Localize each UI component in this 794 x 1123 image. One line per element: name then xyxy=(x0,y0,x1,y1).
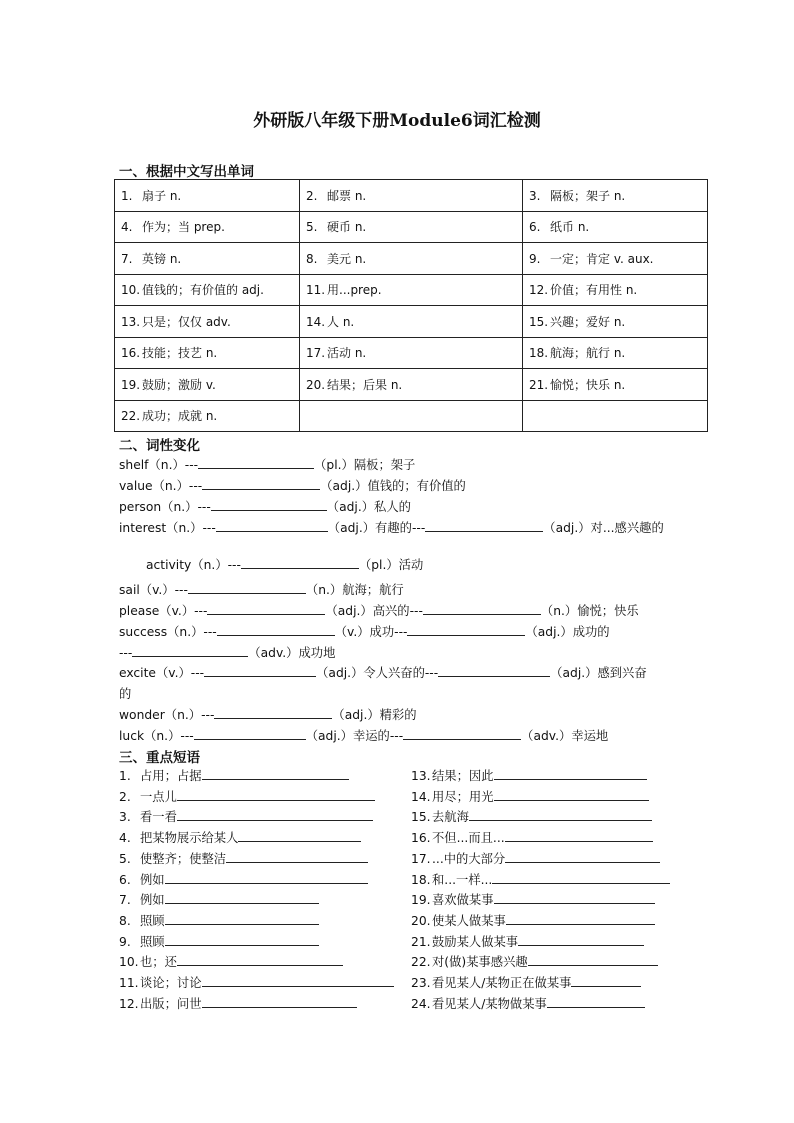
item-number: 12. xyxy=(529,283,549,298)
wordform-line-shelf: shelf（n.）--- （pl.）隔板；架子 xyxy=(119,458,416,472)
answer-blank[interactable] xyxy=(165,891,319,904)
vocab-cell xyxy=(115,180,300,212)
item-number: 4. xyxy=(121,220,133,235)
phrase-prompt: 把某物展示给某人 xyxy=(140,831,239,846)
vocab-prompt: 英镑 n. xyxy=(142,251,182,266)
phrase-item xyxy=(411,911,655,929)
answer-blank[interactable] xyxy=(198,456,314,469)
item-number: 8. xyxy=(306,251,318,266)
phrase-prompt: 看一看 xyxy=(140,810,177,825)
item-number: 13. xyxy=(411,769,431,783)
answer-blank[interactable] xyxy=(492,871,670,884)
phrase-prompt: 和...一样... xyxy=(432,872,493,887)
vocab-prompt: 用...prep. xyxy=(327,283,382,298)
wordform-line-success-adv: --- （adv.）成功地 xyxy=(119,646,336,660)
answer-blank[interactable] xyxy=(494,891,655,904)
answer-blank[interactable] xyxy=(165,933,319,946)
item-number: 16. xyxy=(411,831,431,846)
phrase-item xyxy=(411,932,644,950)
item-number: 3. xyxy=(529,188,541,203)
answer-blank[interactable] xyxy=(494,767,647,780)
vocab-cell xyxy=(523,400,708,432)
phrase-prompt: 照顾 xyxy=(140,934,165,949)
wordform-line-sail: sail（v.）--- （n.）航海；航行 xyxy=(119,583,404,597)
section3-heading: 三、重点短语 xyxy=(119,750,200,766)
item-number: 1. xyxy=(119,769,131,783)
phrase-prompt: 谈论；讨论 xyxy=(140,976,202,990)
answer-blank[interactable] xyxy=(211,498,327,511)
item-number: 21. xyxy=(529,377,549,392)
item-number: 19. xyxy=(121,377,141,392)
answer-blank[interactable] xyxy=(194,727,306,740)
phrase-item xyxy=(411,807,652,825)
phrase-item xyxy=(119,932,319,950)
vocab-prompt: 值钱的；有价值的 adj. xyxy=(142,283,264,298)
item-number: 6. xyxy=(529,220,541,235)
answer-blank[interactable] xyxy=(571,974,641,987)
phrase-item xyxy=(119,952,343,970)
vocab-prompt: 人 n. xyxy=(327,314,355,329)
answer-blank[interactable] xyxy=(547,995,645,1008)
vocab-cell xyxy=(523,243,708,275)
wordform-line-interest: interest（n.）--- （adj.）有趣的--- （adj.）对...感兴趣的 xyxy=(119,521,664,535)
vocab-row xyxy=(115,180,708,212)
vocab-cell xyxy=(115,400,300,432)
phrase-item xyxy=(411,766,647,784)
wordform-line-success: success（n.）--- （v.）成功--- （adj.）成功的 xyxy=(119,625,610,639)
vocab-cell xyxy=(300,400,523,432)
vocab-cell xyxy=(115,337,300,369)
item-number: 6. xyxy=(119,872,131,887)
vocab-prompt: 技能；技艺 n. xyxy=(142,346,218,361)
phrase-prompt: 出版；问世 xyxy=(140,996,202,1011)
answer-blank[interactable] xyxy=(518,933,644,946)
vocab-cell xyxy=(300,243,523,275)
answer-blank[interactable] xyxy=(505,850,660,863)
vocab-prompt: 结果；后果 n. xyxy=(327,377,403,392)
phrase-item xyxy=(119,849,368,867)
item-number: 14. xyxy=(306,314,326,329)
answer-blank[interactable] xyxy=(204,664,316,677)
vocab-cell xyxy=(523,337,708,369)
vocab-prompt: 航海；航行 n. xyxy=(550,346,626,361)
phrase-prompt: 不但...而且... xyxy=(432,831,505,846)
vocab-prompt: 活动 n. xyxy=(327,346,367,361)
wordform-line-excite-cont: 的 xyxy=(119,687,132,701)
answer-blank[interactable] xyxy=(177,788,375,801)
answer-blank[interactable] xyxy=(438,664,550,677)
vocab-cell xyxy=(300,274,523,306)
item-number: 10. xyxy=(119,955,139,970)
phrase-item xyxy=(411,849,660,867)
phrase-item xyxy=(119,870,368,888)
wordform-line-person: person（n.）--- （adj.）私人的 xyxy=(119,500,411,514)
phrase-item xyxy=(411,828,653,846)
item-number: 11. xyxy=(119,976,139,990)
vocab-row xyxy=(115,243,708,275)
answer-blank[interactable] xyxy=(403,727,521,740)
item-number: 7. xyxy=(121,251,133,266)
phrase-prompt: 使某人做某事 xyxy=(432,913,506,928)
vocab-row xyxy=(115,274,708,306)
vocab-cell xyxy=(523,306,708,338)
vocab-cell xyxy=(523,211,708,243)
vocab-prompt: 鼓励；激励 v. xyxy=(142,377,216,392)
vocab-cell xyxy=(523,274,708,306)
answer-blank[interactable] xyxy=(207,602,325,615)
wordform-line-value: value（n.）--- （adj.）值钱的；有价值的 xyxy=(119,479,466,493)
answer-blank[interactable] xyxy=(494,788,649,801)
item-number: 21. xyxy=(411,934,431,949)
vocab-cell xyxy=(115,211,300,243)
answer-blank[interactable] xyxy=(165,912,319,925)
vocab-cell xyxy=(300,337,523,369)
item-number: 3. xyxy=(119,810,131,825)
item-number: 12. xyxy=(119,996,139,1011)
answer-blank[interactable] xyxy=(188,581,306,594)
item-number: 22. xyxy=(411,955,431,970)
item-number: 22. xyxy=(121,409,141,424)
phrase-item xyxy=(411,890,655,908)
section2-heading: 二、词性变化 xyxy=(119,438,200,454)
answer-blank[interactable] xyxy=(165,871,368,884)
vocab-prompt: 作为；当 prep. xyxy=(142,220,225,235)
item-number: 14. xyxy=(411,789,431,804)
vocab-row xyxy=(115,211,708,243)
phrase-item xyxy=(119,994,357,1012)
phrase-item xyxy=(119,828,361,846)
item-number: 4. xyxy=(119,831,131,846)
vocab-cell xyxy=(523,369,708,401)
vocab-prompt: 纸币 n. xyxy=(550,220,590,235)
vocab-prompt: 一定；肯定 v. aux. xyxy=(550,251,654,266)
phrase-item xyxy=(119,807,373,825)
vocab-cell xyxy=(115,274,300,306)
phrase-item xyxy=(411,952,658,970)
phrase-item xyxy=(119,973,394,991)
item-number: 17. xyxy=(306,346,326,361)
phrase-item xyxy=(119,890,319,908)
vocab-prompt: 邮票 n. xyxy=(327,188,367,203)
phrase-item xyxy=(411,973,641,991)
item-number: 15. xyxy=(529,314,549,329)
section1-heading: 一、根据中文写出单词 xyxy=(119,164,254,180)
item-number: 20. xyxy=(306,377,326,392)
phrase-prompt: 使整齐；使整洁 xyxy=(140,851,227,866)
vocab-prompt: 兴趣；爱好 n. xyxy=(550,314,626,329)
item-number: 19. xyxy=(411,893,431,908)
wordform-line-luck: luck（n.）--- （adj.）幸运的--- （adv.）幸运地 xyxy=(119,729,609,743)
phrase-prompt: 喜欢做某事 xyxy=(432,893,494,908)
vocab-prompt: 价值；有用性 n. xyxy=(550,283,638,298)
item-number: 5. xyxy=(306,220,318,235)
answer-blank[interactable] xyxy=(202,477,320,490)
item-number: 5. xyxy=(119,851,131,866)
item-number: 18. xyxy=(529,346,549,361)
answer-blank[interactable] xyxy=(241,556,359,569)
vocab-cell xyxy=(523,180,708,212)
answer-blank[interactable] xyxy=(202,767,349,780)
answer-blank[interactable] xyxy=(177,808,373,821)
phrase-prompt: 也；还 xyxy=(140,955,177,970)
item-number: 9. xyxy=(119,934,131,949)
phrase-prompt: 占用；占据 xyxy=(140,769,202,783)
item-number: 7. xyxy=(119,893,131,908)
phrase-item xyxy=(119,911,319,929)
page-title: 外研版八年级下册Module6词汇检测 xyxy=(253,111,541,131)
phrase-prompt: 一点儿 xyxy=(140,789,177,804)
vocab-cell xyxy=(300,211,523,243)
item-number: 1. xyxy=(121,188,133,203)
vocab-table xyxy=(114,179,708,432)
wordform-line-excite: excite（v.）--- （adj.）令人兴奋的--- （adj.）感到兴奋 xyxy=(119,666,647,680)
vocab-prompt: 愉悦；快乐 n. xyxy=(550,377,626,392)
answer-blank[interactable] xyxy=(425,519,543,532)
answer-blank[interactable] xyxy=(132,644,248,657)
phrase-prompt: 结果；因此 xyxy=(432,769,494,783)
vocab-cell xyxy=(115,369,300,401)
vocab-row xyxy=(115,369,708,401)
vocab-row xyxy=(115,400,708,432)
wordform-line-activity: activity（n.）--- （pl.）活动 xyxy=(146,558,424,572)
answer-blank[interactable] xyxy=(226,850,368,863)
vocab-prompt: 只是；仅仅 adv. xyxy=(142,314,231,329)
phrase-prompt: 看见某人/某物正在做某事 xyxy=(432,976,572,990)
answer-blank[interactable] xyxy=(177,953,343,966)
answer-blank[interactable] xyxy=(469,808,652,821)
vocab-row xyxy=(115,306,708,338)
item-number: 2. xyxy=(306,188,318,203)
vocab-cell xyxy=(300,369,523,401)
item-number: 9. xyxy=(529,251,541,266)
phrase-prompt: 看见某人/某物做某事 xyxy=(432,996,547,1011)
phrase-prompt: 对(做)某事感兴趣 xyxy=(432,955,528,970)
phrase-prompt: 例如 xyxy=(140,893,165,908)
phrase-prompt: ...中的大部分 xyxy=(432,851,506,866)
answer-blank[interactable] xyxy=(506,912,655,925)
item-number: 18. xyxy=(411,872,431,887)
phrase-prompt: 例如 xyxy=(140,872,165,887)
phrase-item xyxy=(119,766,349,784)
vocab-prompt: 隔板；架子 n. xyxy=(550,188,626,203)
item-number: 20. xyxy=(411,913,431,928)
vocab-cell xyxy=(115,306,300,338)
item-number: 8. xyxy=(119,913,131,928)
phrase-prompt: 用尽；用光 xyxy=(432,789,494,804)
phrase-item xyxy=(411,870,670,888)
vocab-prompt: 扇子 n. xyxy=(142,188,182,203)
phrase-prompt: 去航海 xyxy=(432,810,469,825)
item-number: 17. xyxy=(411,851,431,866)
answer-blank[interactable] xyxy=(202,974,394,987)
answer-blank[interactable] xyxy=(238,829,361,842)
phrase-item xyxy=(119,787,375,805)
item-number: 11. xyxy=(306,283,326,298)
item-number: 24. xyxy=(411,996,431,1011)
phrase-prompt: 鼓励某人做某事 xyxy=(432,934,519,949)
phrase-prompt: 照顾 xyxy=(140,913,165,928)
answer-blank[interactable] xyxy=(214,706,332,719)
vocab-cell xyxy=(115,243,300,275)
phrase-item xyxy=(411,994,645,1012)
item-number: 16. xyxy=(121,346,141,361)
item-number: 13. xyxy=(121,314,141,329)
vocab-prompt: 美元 n. xyxy=(327,251,367,266)
answer-blank[interactable] xyxy=(216,519,328,532)
wordform-line-wonder: wonder（n.）--- （adj.）精彩的 xyxy=(119,708,417,722)
item-number: 2. xyxy=(119,789,131,804)
vocab-row xyxy=(115,337,708,369)
wordform-line-please: please（v.）--- （adj.）高兴的--- （n.）愉悦；快乐 xyxy=(119,604,639,618)
answer-blank[interactable] xyxy=(407,623,525,636)
answer-blank[interactable] xyxy=(217,623,335,636)
item-number: 10. xyxy=(121,283,141,298)
answer-blank[interactable] xyxy=(528,953,658,966)
answer-blank[interactable] xyxy=(423,602,541,615)
item-number: 23. xyxy=(411,976,431,990)
answer-blank[interactable] xyxy=(202,995,357,1008)
vocab-cell xyxy=(300,306,523,338)
phrase-item xyxy=(411,787,649,805)
vocab-cell xyxy=(300,180,523,212)
vocab-prompt: 硬币 n. xyxy=(327,220,367,235)
vocab-prompt: 成功；成就 n. xyxy=(142,409,218,424)
answer-blank[interactable] xyxy=(505,829,653,842)
item-number: 15. xyxy=(411,810,431,825)
